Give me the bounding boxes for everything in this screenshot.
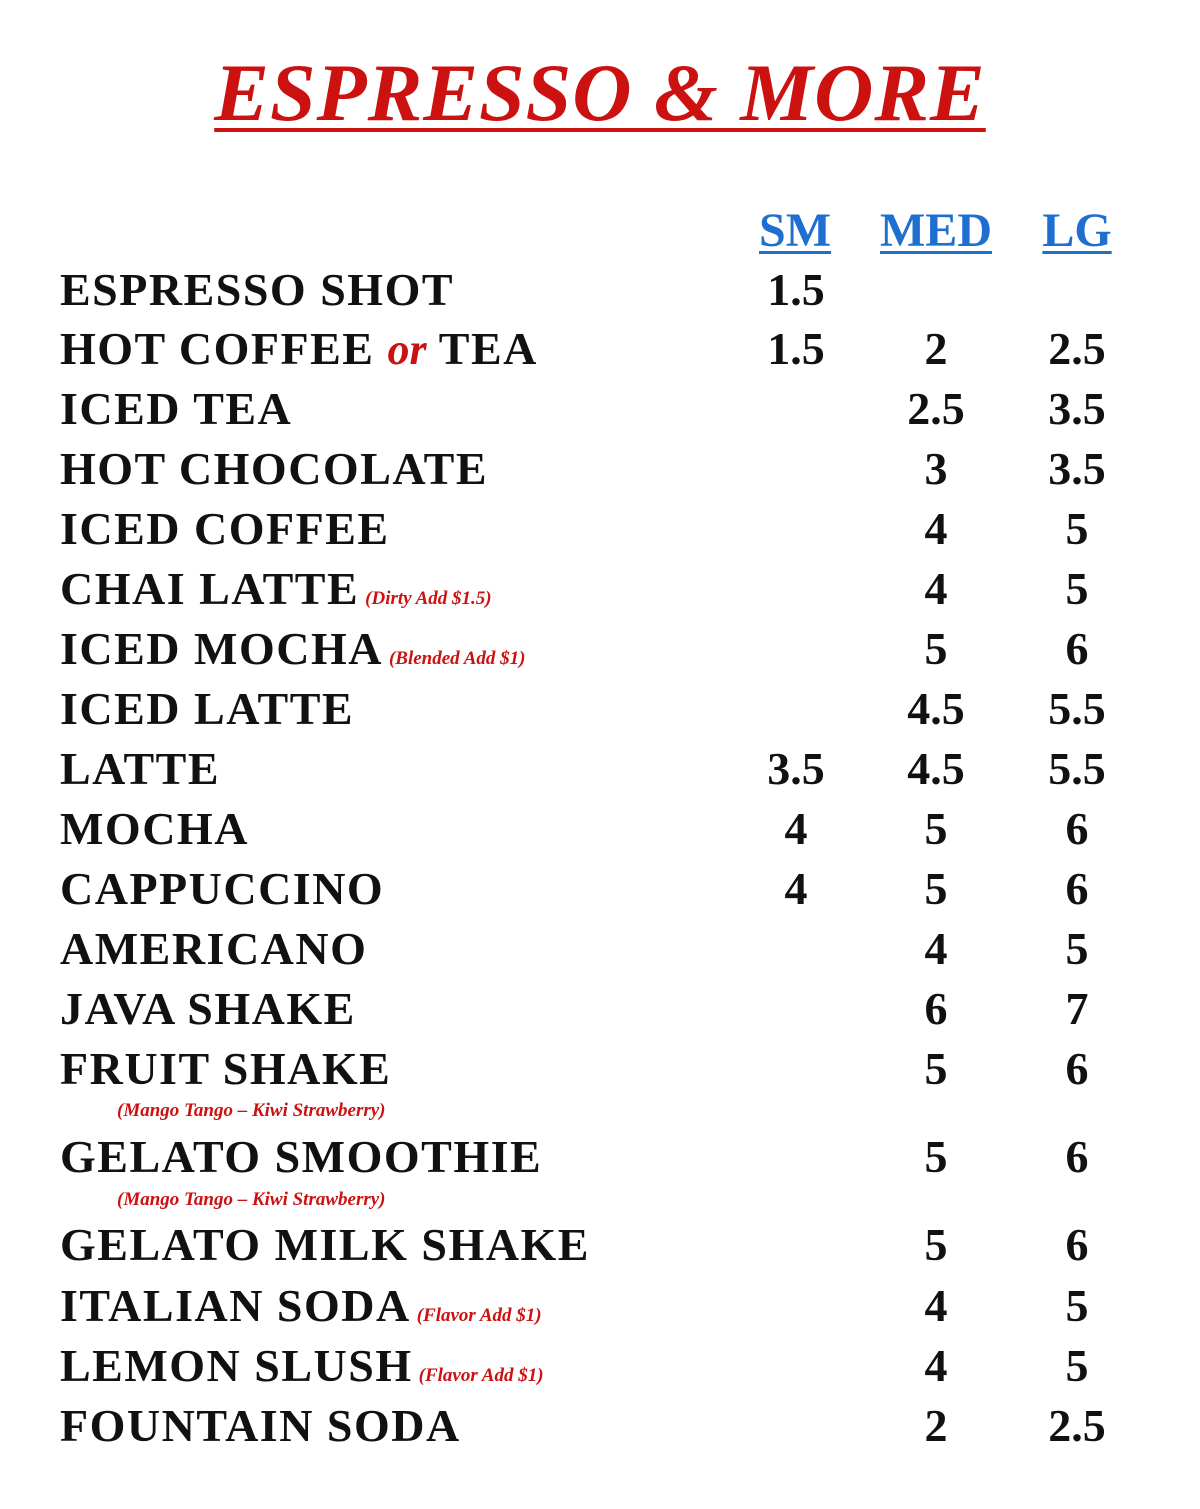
price-med: 2 — [924, 1400, 948, 1451]
price-med: 4 — [924, 503, 948, 554]
item-name — [60, 322, 538, 377]
price-med: 4.5 — [907, 683, 965, 734]
item-name — [60, 1339, 544, 1403]
price-med: 4 — [924, 563, 948, 614]
item-name-part2: TEA — [426, 323, 538, 374]
item-note: (Dirty Add $1.5) — [365, 588, 492, 609]
menu-item-iced-mocha — [0, 622, 1200, 682]
price-lg: 3.5 — [1048, 443, 1106, 494]
menu-item-gelato-smoothie — [0, 1130, 1200, 1190]
price-lg: 6 — [1065, 803, 1089, 854]
menu-item-italian-soda — [0, 1279, 1200, 1339]
item-name-or: or — [387, 325, 427, 374]
menu-item-hot-chocolate — [0, 442, 1200, 502]
menu-item-fountain-soda — [0, 1399, 1200, 1459]
item-name-text: ITALIAN SODA — [60, 1280, 411, 1331]
price-lg: 2.5 — [1048, 323, 1106, 374]
price-sm: 4 — [784, 803, 808, 854]
price-lg: 6 — [1065, 623, 1089, 674]
price-med: 5 — [924, 623, 948, 674]
item-name: ICED TEA — [60, 383, 293, 434]
price-med: 5 — [924, 1219, 948, 1270]
item-name: ICED COFFEE — [60, 503, 390, 554]
price-med: 5 — [924, 803, 948, 854]
item-name — [60, 622, 525, 686]
price-med: 5 — [924, 863, 948, 914]
item-name: FOUNTAIN SODA — [60, 1400, 461, 1451]
price-lg: 5 — [1065, 1340, 1089, 1391]
menu-item-espresso-shot — [0, 263, 1200, 323]
item-name: MOCHA — [60, 803, 249, 854]
menu-item-hot-coffee-or-tea — [0, 322, 1200, 382]
item-name-text: CHAI LATTE — [60, 563, 360, 614]
item-name-part1: HOT COFFEE — [60, 323, 388, 374]
item-name: CAPPUCCINO — [60, 863, 385, 914]
item-name: ICED LATTE — [60, 683, 355, 734]
price-lg: 6 — [1065, 863, 1089, 914]
price-med: 4 — [924, 1280, 948, 1331]
item-name: GELATO SMOOTHIE — [60, 1131, 543, 1182]
column-header-lg: LG — [1042, 204, 1112, 257]
item-name-text: ICED MOCHA — [60, 623, 383, 674]
menu-item-iced-tea — [0, 382, 1200, 442]
item-note: (Flavor Add $1) — [418, 1365, 544, 1386]
price-lg: 2.5 — [1048, 1400, 1106, 1451]
item-name: AMERICANO — [60, 923, 368, 974]
price-sm: 4 — [784, 863, 808, 914]
menu-item-latte — [0, 742, 1200, 802]
price-lg: 5 — [1065, 1280, 1089, 1331]
price-lg: 5 — [1065, 563, 1089, 614]
price-med: 3 — [924, 443, 948, 494]
price-sm: 1.5 — [767, 323, 825, 374]
menu-item-iced-latte — [0, 682, 1200, 742]
menu-item-iced-coffee — [0, 502, 1200, 562]
item-name — [60, 562, 492, 626]
price-med: 6 — [924, 983, 948, 1034]
gelato-smoothie-flavors-note: (Mango Tango – Kiwi Strawberry) — [117, 1189, 386, 1210]
menu-item-chai-latte — [0, 562, 1200, 622]
price-lg: 5 — [1065, 503, 1089, 554]
item-name — [60, 1279, 542, 1343]
price-med: 4.5 — [907, 743, 965, 794]
menu-item-cappuccino — [0, 862, 1200, 922]
item-note: (Flavor Add $1) — [416, 1305, 542, 1326]
menu-title: ESPRESSO & MORE — [214, 47, 986, 138]
menu-item-gelato-milk-shake — [0, 1218, 1200, 1278]
column-header-sm: SM — [759, 204, 831, 257]
menu-item-mocha — [0, 802, 1200, 862]
price-sm: 3.5 — [767, 743, 825, 794]
menu-item-lemon-slush — [0, 1339, 1200, 1399]
item-name: GELATO MILK SHAKE — [60, 1219, 590, 1270]
price-med: 4 — [924, 923, 948, 974]
price-lg: 5.5 — [1048, 743, 1106, 794]
price-sm: 1.5 — [767, 264, 825, 315]
column-header-med: MED — [880, 204, 992, 257]
price-med: 5 — [924, 1131, 948, 1182]
price-lg: 3.5 — [1048, 383, 1106, 434]
item-name-text: LEMON SLUSH — [60, 1340, 413, 1391]
price-med: 2 — [924, 323, 948, 374]
item-name: LATTE — [60, 743, 221, 794]
item-name: FRUIT SHAKE — [60, 1043, 392, 1094]
price-lg: 5 — [1065, 923, 1089, 974]
price-lg: 6 — [1065, 1043, 1089, 1094]
item-name: JAVA SHAKE — [60, 983, 356, 1034]
price-lg: 6 — [1065, 1131, 1089, 1182]
price-lg: 6 — [1065, 1219, 1089, 1270]
price-med: 2.5 — [907, 383, 965, 434]
menu-item-fruit-shake — [0, 1042, 1200, 1102]
price-lg: 5.5 — [1048, 683, 1106, 734]
fruit-shake-flavors-note: (Mango Tango – Kiwi Strawberry) — [117, 1100, 386, 1121]
price-med: 4 — [924, 1340, 948, 1391]
menu-item-americano — [0, 922, 1200, 982]
item-name: HOT CHOCOLATE — [60, 443, 489, 494]
price-med: 5 — [924, 1043, 948, 1094]
item-name: ESPRESSO SHOT — [60, 264, 455, 315]
menu-item-java-shake — [0, 982, 1200, 1042]
price-lg: 7 — [1065, 983, 1089, 1034]
item-note: (Blended Add $1) — [388, 648, 526, 669]
